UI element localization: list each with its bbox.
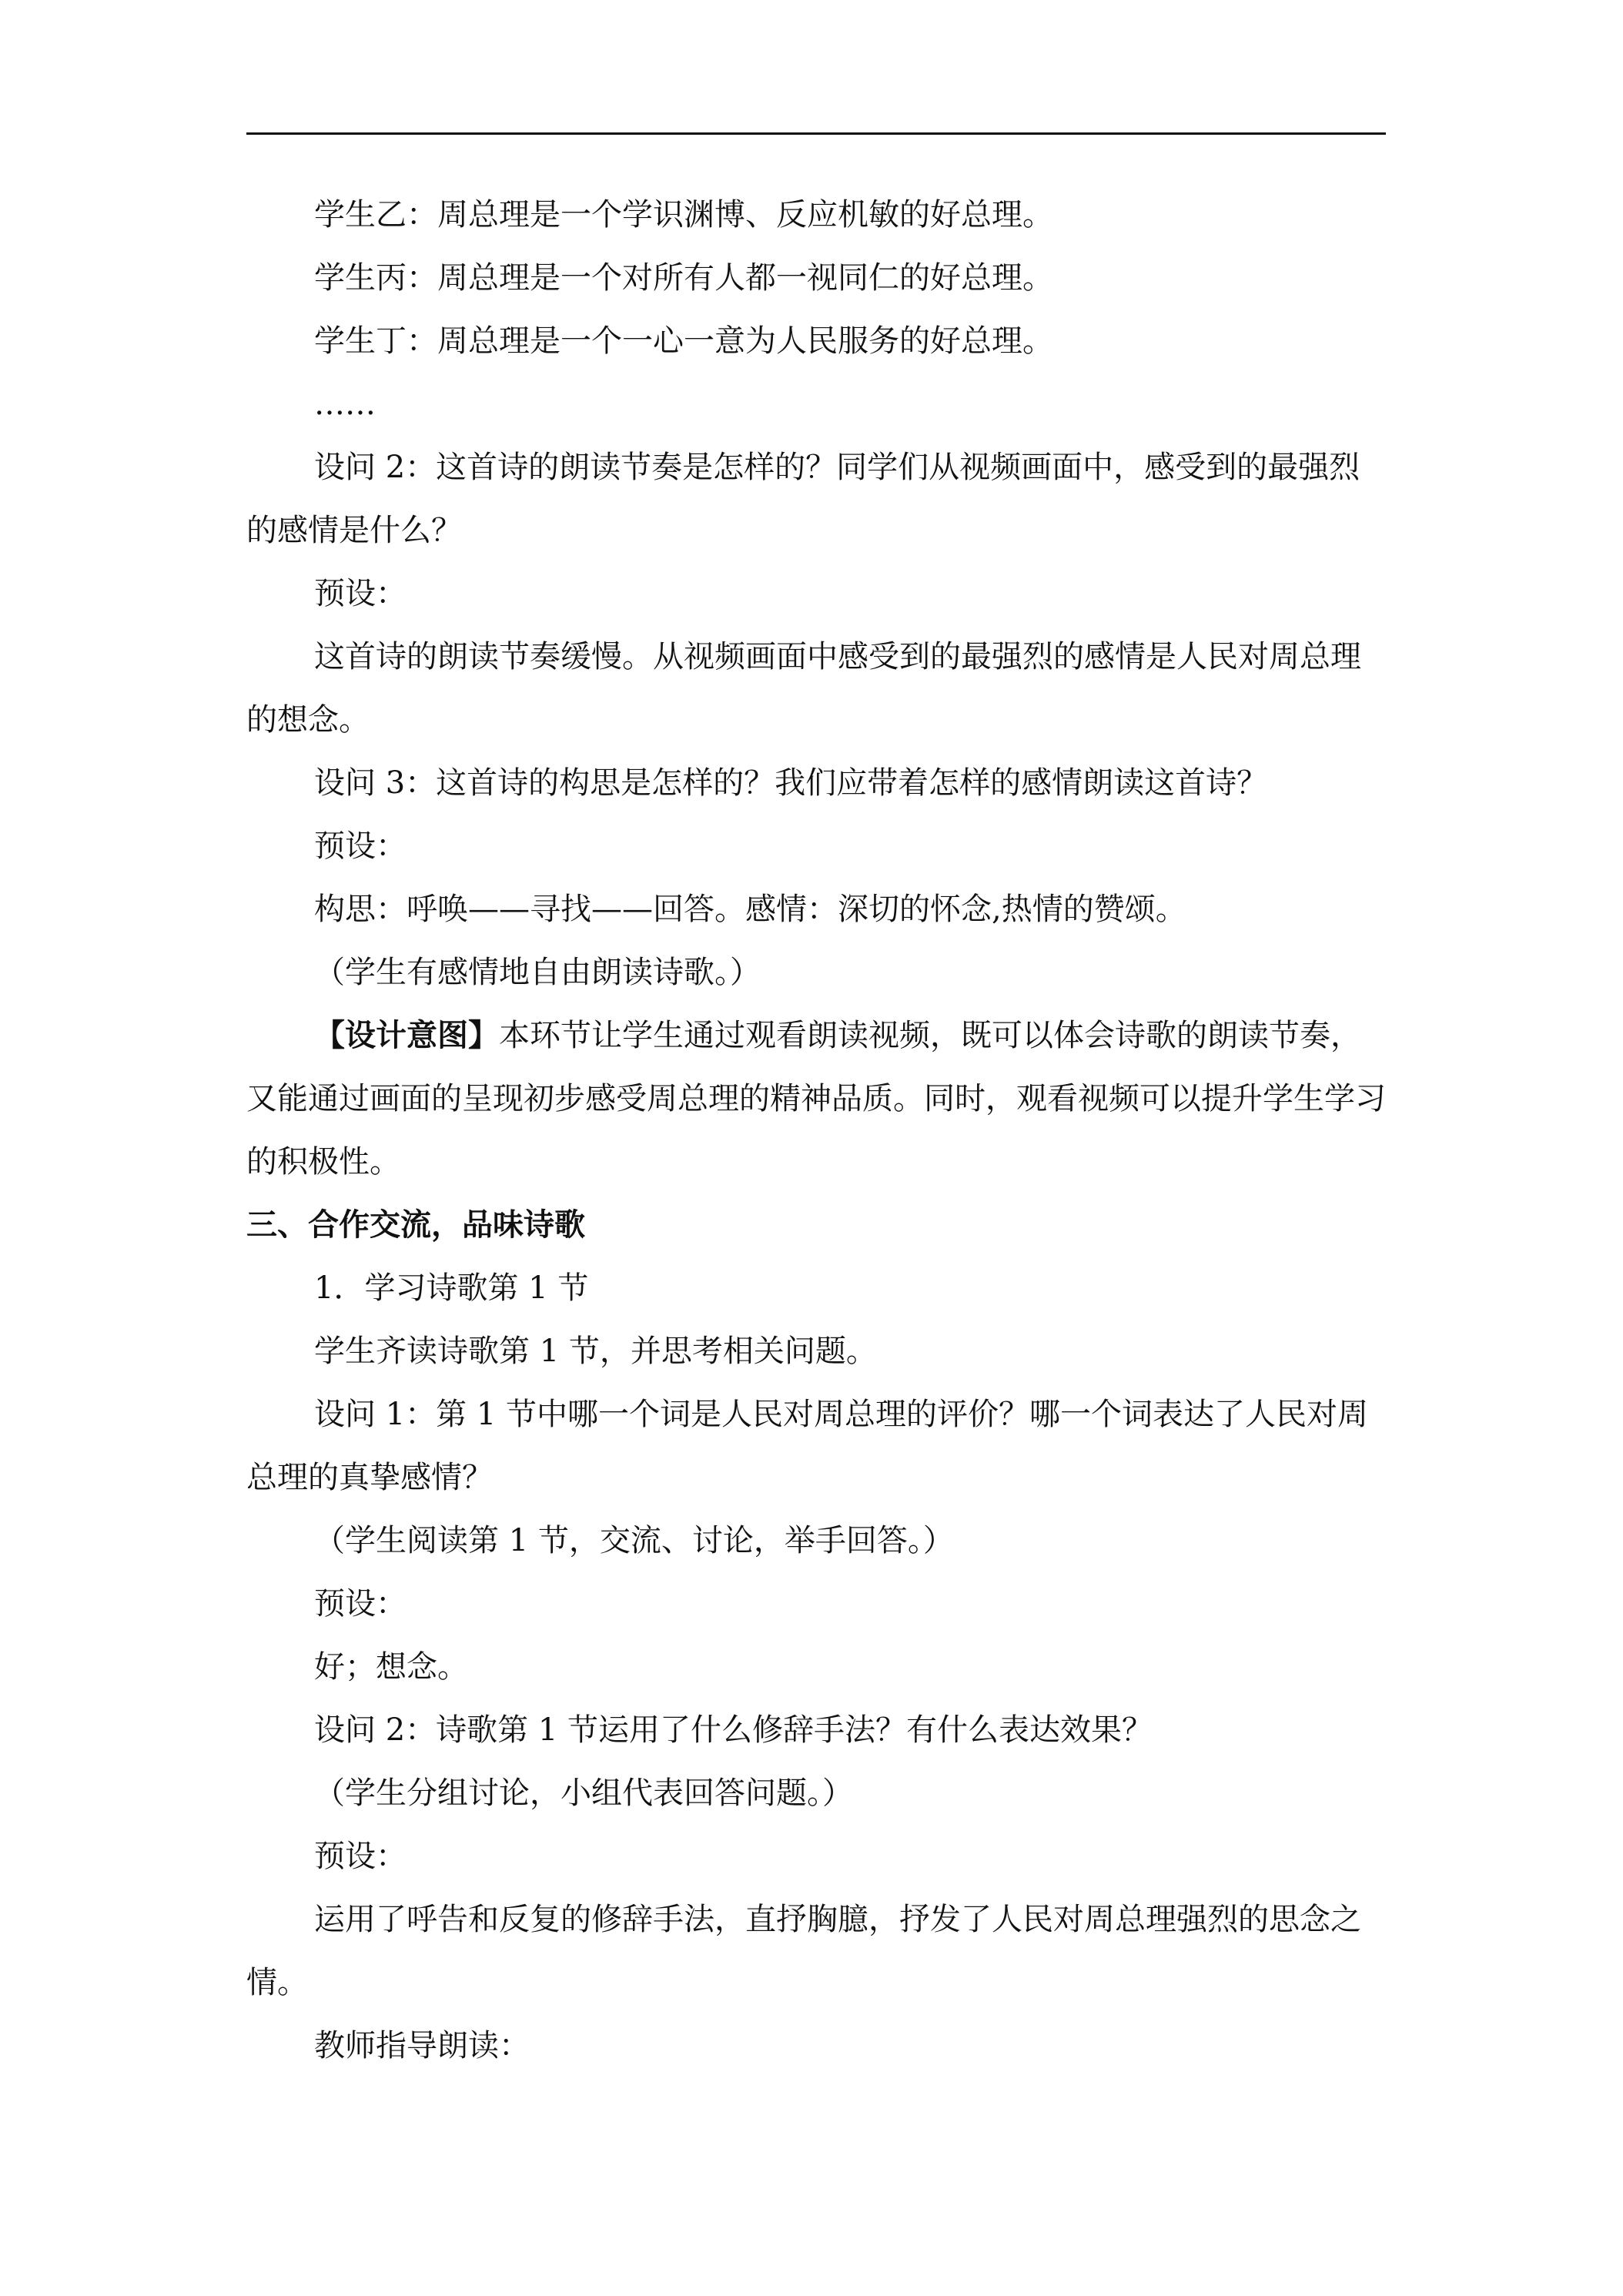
activity-note: （学生有感情地自由朗读诗歌。） [314, 955, 761, 990]
preset-label: 预设： [314, 576, 407, 611]
activity-note: （学生分组讨论，小组代表回答问题。） [314, 1776, 853, 1811]
paragraph-ellipsis: …… [314, 387, 376, 422]
design-intent-text: 本环节让学生通过观看朗读视频，既可以体会诗歌的朗读节奏，又能通过画面的呈现初步感受周总理的精神品质。同时，观看视频可以提升学生学习的积极性。 [246, 1018, 1386, 1180]
document-body [246, 183, 1386, 2077]
header-rule [246, 132, 1386, 135]
question-paragraph: 设问 1：第 1 节中哪一个词是人民对周总理的评价？哪一个词表达了人民对周总理的真挚感情？ [246, 1397, 1369, 1495]
question-paragraph: 设问 3：这首诗的构思是怎样的？我们应带着怎样的感情朗读这首诗？ [314, 765, 1268, 801]
design-intent-paragraph [246, 1004, 1386, 1193]
answer-paragraph: 运用了呼告和反复的修辞手法，直抒胸臆，抒发了人民对周总理强烈的思念之情。 [246, 1902, 1361, 2000]
answer-paragraph: 这首诗的朗读节奏缓慢。从视频画面中感受到的最强烈的感情是人民对周总理的想念。 [246, 639, 1361, 738]
preset-label: 预设： [314, 1839, 407, 1874]
answer-paragraph: 构思：呼唤——寻找——回答。感情：深切的怀念,热情的赞颂。 [314, 892, 1186, 927]
preset-label: 预设： [314, 828, 407, 864]
activity-note: （学生阅读第 1 节，交流、讨论，举手回答。） [314, 1523, 954, 1558]
question-paragraph: 设问 2：诗歌第 1 节运用了什么修辞手法？有什么表达效果？ [314, 1712, 1153, 1748]
subsection-title: 1．学习诗歌第 1 节 [314, 1270, 589, 1306]
paragraph: 学生乙：周总理是一个学识渊博、反应机敏的好总理。 [314, 197, 1053, 233]
paragraph: 学生丙：周总理是一个对所有人都一视同仁的好总理。 [314, 260, 1053, 296]
preset-label: 预设： [314, 1586, 407, 1622]
question-paragraph: 设问 2：这首诗的朗读节奏是怎样的？同学们从视频画面中，感受到的最强烈的感情是什么？ [246, 450, 1360, 548]
answer-paragraph: 好；想念。 [314, 1649, 468, 1685]
paragraph: 教师指导朗读： [314, 2028, 530, 2063]
section-heading: 三、合作交流，品味诗歌 [246, 1207, 585, 1243]
paragraph: 学生齐读诗歌第 1 节，并思考相关问题。 [314, 1334, 877, 1369]
paragraph: 学生丁：周总理是一个一心一意为人民服务的好总理。 [314, 323, 1053, 359]
design-intent-label: 【设计意图】 [314, 1017, 499, 1053]
